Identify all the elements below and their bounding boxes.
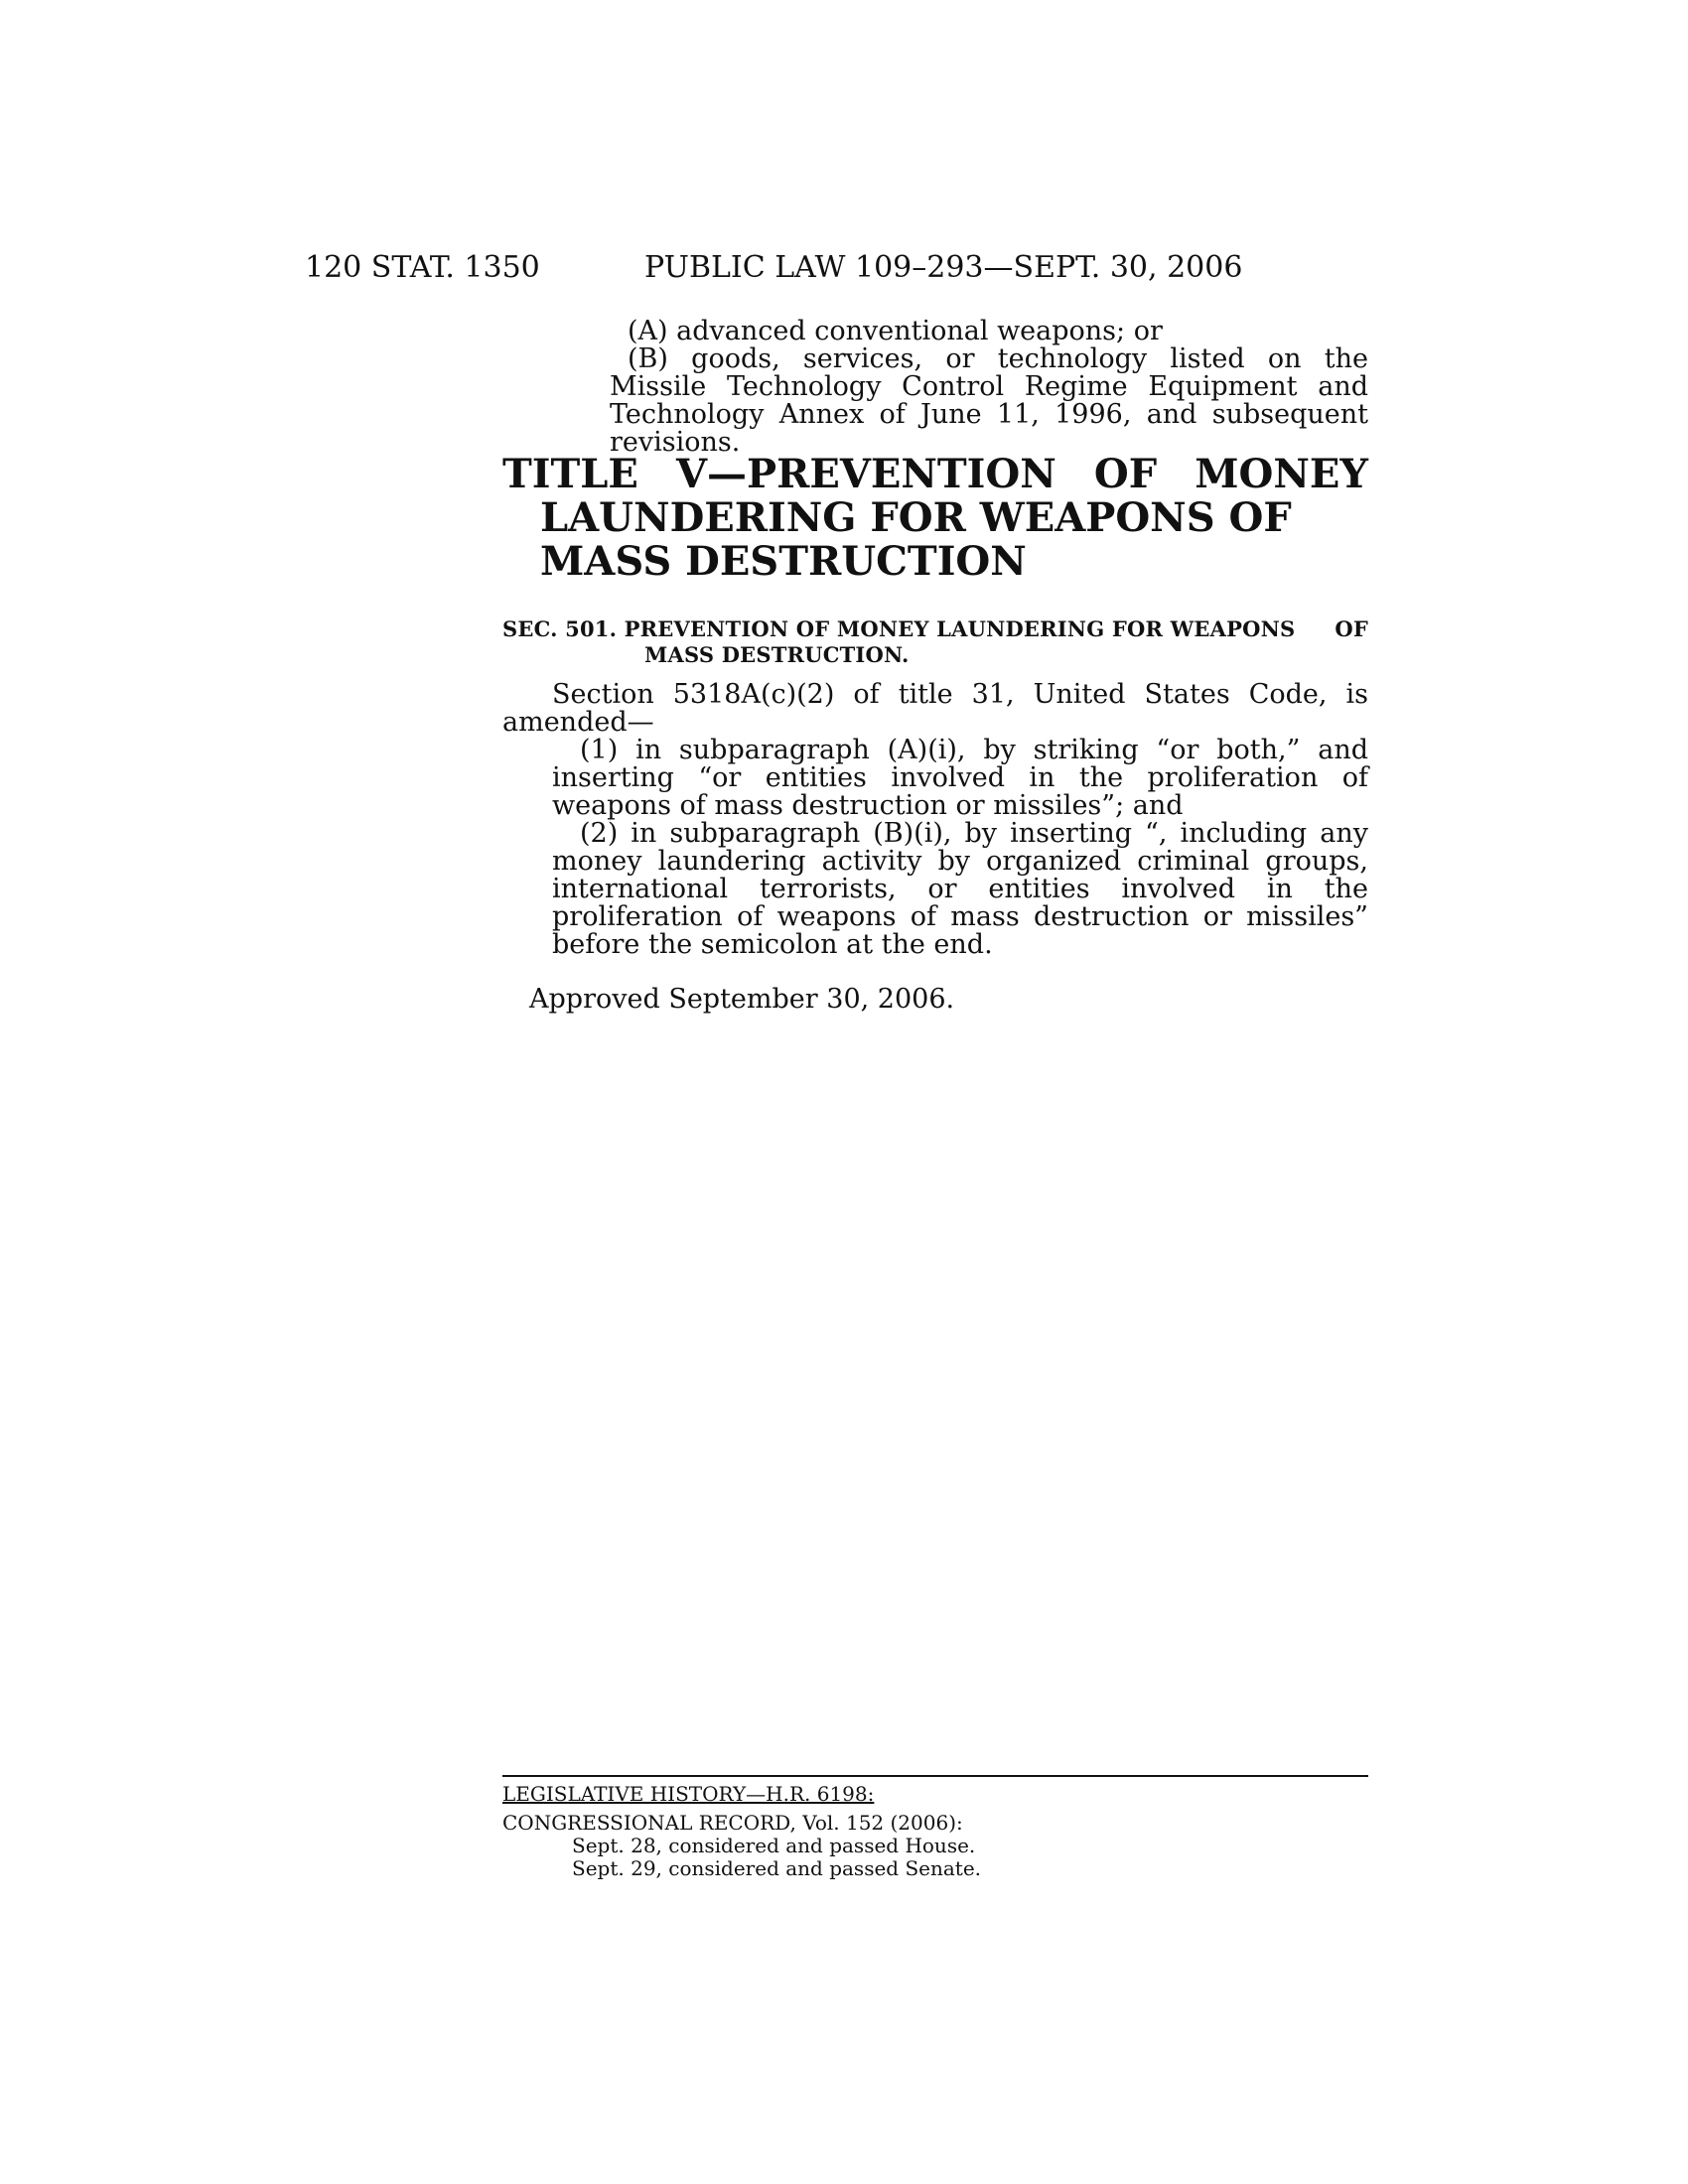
running-head: PUBLIC LAW 109–293—SEPT. 30, 2006 [644, 250, 1243, 285]
history-entry: Sept. 28, considered and passed House. [572, 1834, 976, 1857]
section-heading-line1 [502, 616, 1368, 642]
section-heading [502, 616, 1368, 668]
section-heading-text: OF [1335, 616, 1368, 641]
title-word: OF [1093, 451, 1158, 497]
legislative-history-heading: LEGISLATIVE HISTORY—H.R. 6198: [502, 1782, 875, 1806]
continued-list [610, 318, 1368, 457]
section-body [502, 681, 1368, 959]
list-item-b: (B) goods, services, or technology listed on the Missile Technology Control Regime Equipment and Technology Annex of June 11, 1996, and subsequent revisions. [610, 343, 1368, 458]
footnote-divider [502, 1775, 1368, 1777]
title-word: MONEY [1195, 451, 1368, 497]
approval-date: Approved September 30, 2006. [529, 984, 955, 1015]
title-heading-rest: LAUNDERING FOR WEAPONS OF MASS DESTRUCTION [540, 494, 1292, 585]
section-heading-line2: MASS DESTRUCTION. [644, 642, 910, 667]
amendment-paragraph-2: (2) in subparagraph (B)(i), by inserting “, including any money laundering activity by organized criminal groups, international terrorists, or entities involved in the proliferation of weapons of mass destruction or missiles” before the semicolon at the end. [552, 818, 1368, 960]
title-heading [502, 453, 1368, 584]
amendment-paragraph-1: (1) in subparagraph (A)(i), by striking “or both,” and inserting “or entities involved in the proliferation of weapons of mass destruction or missiles”; and [552, 735, 1368, 821]
section-intro: Section 5318A(c)(2) of title 31, United States Code, is amended— [502, 679, 1368, 738]
section-heading-text: SEC. 501. PREVENTION OF MONEY LAUNDERING FOR WEAPONS [502, 616, 1296, 641]
list-item-a: (A) advanced conventional weapons; or [628, 316, 1163, 346]
title-word: TITLE [502, 451, 638, 497]
history-entry: Sept. 29, considered and passed Senate. [572, 1856, 982, 1880]
title-word: V—PREVENTION [675, 451, 1056, 497]
legislative-history [502, 1783, 1368, 1880]
stat-page-number: 120 STAT. 1350 [305, 250, 540, 285]
title-heading-line1 [502, 453, 1368, 496]
congressional-record: CONGRESSIONAL RECORD, Vol. 152 (2006): [502, 1811, 963, 1835]
